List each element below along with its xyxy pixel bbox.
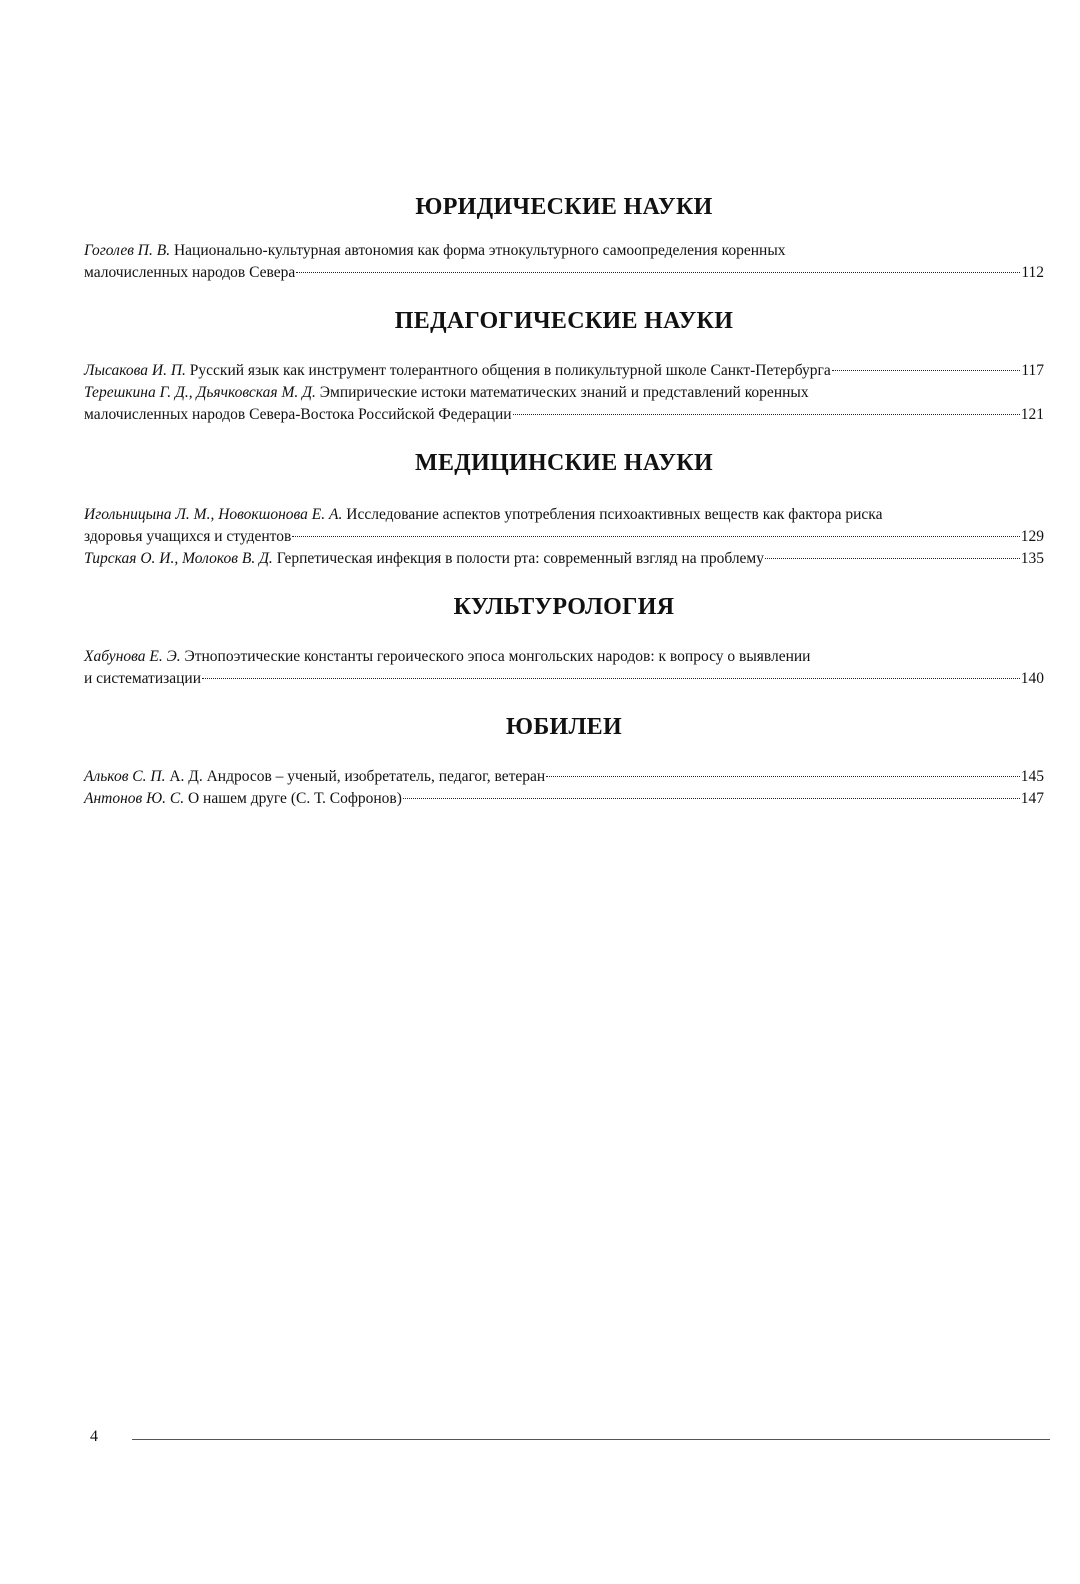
entry-author: Альков С. П.: [84, 768, 166, 785]
entry-first-line: [84, 646, 1044, 668]
footer-rule: [132, 1439, 1050, 1440]
section-culturology: [84, 588, 1044, 690]
entry-page: 135: [1020, 550, 1044, 567]
entry-last-line: [84, 262, 1044, 284]
entry-title-part: Исследование аспектов употребления психоактивных веществ как фактора риска: [346, 506, 883, 523]
dot-leader: [546, 776, 1020, 777]
section-pedagogy: [84, 302, 1044, 426]
dot-leader: [296, 272, 1020, 273]
entry-last-line: [84, 766, 1044, 788]
entry-last-line: [84, 526, 1044, 548]
entry-page: 140: [1020, 670, 1044, 687]
entry-author: Игольницына Л. М., Новокшонова Е. А.: [84, 506, 343, 523]
page-footer: [90, 1428, 1050, 1446]
entry-page: 112: [1021, 264, 1044, 281]
entry-page: 145: [1020, 768, 1044, 785]
dot-leader: [292, 536, 1019, 537]
entry-title-part: малочисленных народов Севера-Востока Российской Федерации: [84, 406, 512, 423]
dot-leader: [403, 798, 1020, 799]
entry-title-part: и систематизации: [84, 670, 202, 687]
entry-title-part: Национально-культурная автономия как форма этнокультурного самоопределения коренных: [173, 242, 786, 259]
toc-entry[interactable]: [84, 360, 1044, 382]
toc-entry[interactable]: [84, 504, 1044, 548]
entry-last-line: [84, 668, 1044, 690]
section-title: МЕДИЦИНСКИЕ НАУКИ: [415, 450, 713, 476]
entry-author: Тирская О. И., Молоков В. Д.: [84, 550, 273, 567]
dot-leader: [202, 678, 1020, 679]
section-medicine: [84, 444, 1044, 570]
section-jubilees: [84, 708, 1044, 810]
entry-author: Гоголев П. В.: [84, 242, 171, 259]
entry-list: [84, 646, 1044, 690]
section-title: КУЛЬТУРОЛОГИЯ: [453, 594, 675, 620]
entry-author: Хабунова Е. Э.: [84, 648, 181, 665]
entry-title-part: Эмпирические истоки математических знаний и представлений коренных: [319, 384, 809, 401]
entry-last-line: [84, 360, 1044, 382]
toc-entry[interactable]: [84, 548, 1044, 570]
entry-title-part: А. Д. Андросов – ученый, изобретатель, педагог, ветеран: [169, 768, 546, 785]
dot-leader: [765, 558, 1020, 559]
entry-title-part: Герпетическая инфекция в полости рта: современный взгляд на проблему: [276, 550, 764, 567]
entry-last-line: [84, 788, 1044, 810]
section-title: ПЕДАГОГИЧЕСКИЕ НАУКИ: [394, 308, 734, 334]
dot-leader: [513, 414, 1020, 415]
entry-author: Лысакова И. П.: [84, 362, 186, 379]
entry-list: [84, 766, 1044, 810]
section-title: ЮБИЛЕИ: [506, 714, 622, 740]
section-law: [84, 188, 1044, 284]
entry-list: [84, 360, 1044, 426]
toc-entry[interactable]: [84, 382, 1044, 426]
entry-first-line: [84, 382, 1044, 404]
section-title: ЮРИДИЧЕСКИЕ НАУКИ: [415, 194, 713, 220]
entry-page: 147: [1020, 790, 1044, 807]
entry-last-line: [84, 404, 1044, 426]
entry-first-line: [84, 504, 1044, 526]
entry-list: [84, 240, 1044, 284]
entry-title-part: малочисленных народов Севера: [84, 264, 296, 281]
toc-entry[interactable]: [84, 646, 1044, 690]
toc-entry[interactable]: [84, 240, 1044, 284]
entry-page: 117: [1021, 362, 1044, 379]
entry-page: 121: [1020, 406, 1044, 423]
entry-first-line: [84, 240, 1044, 262]
toc-entry[interactable]: [84, 788, 1044, 810]
entry-last-line: [84, 548, 1044, 570]
entry-author: Антонов Ю. С.: [84, 790, 185, 807]
dot-leader: [832, 370, 1021, 371]
entry-title-part: Этнопоэтические константы героического эпоса монгольских народов: к вопросу о выявлении: [184, 648, 811, 665]
toc-entry[interactable]: [84, 766, 1044, 788]
entry-list: [84, 504, 1044, 570]
entry-title-part: здоровья учащихся и студентов: [84, 528, 292, 545]
entry-title-part: О нашем друге (С. Т. Софронов): [187, 790, 402, 807]
page-number: 4: [90, 1428, 98, 1445]
table-of-contents: [84, 188, 1044, 810]
entry-title-part: Русский язык как инструмент толерантного общения в поликультурной школе Санкт-Петербурга: [189, 362, 831, 379]
entry-author: Терешкина Г. Д., Дьячковская М. Д.: [84, 384, 316, 401]
entry-page: 129: [1020, 528, 1044, 545]
